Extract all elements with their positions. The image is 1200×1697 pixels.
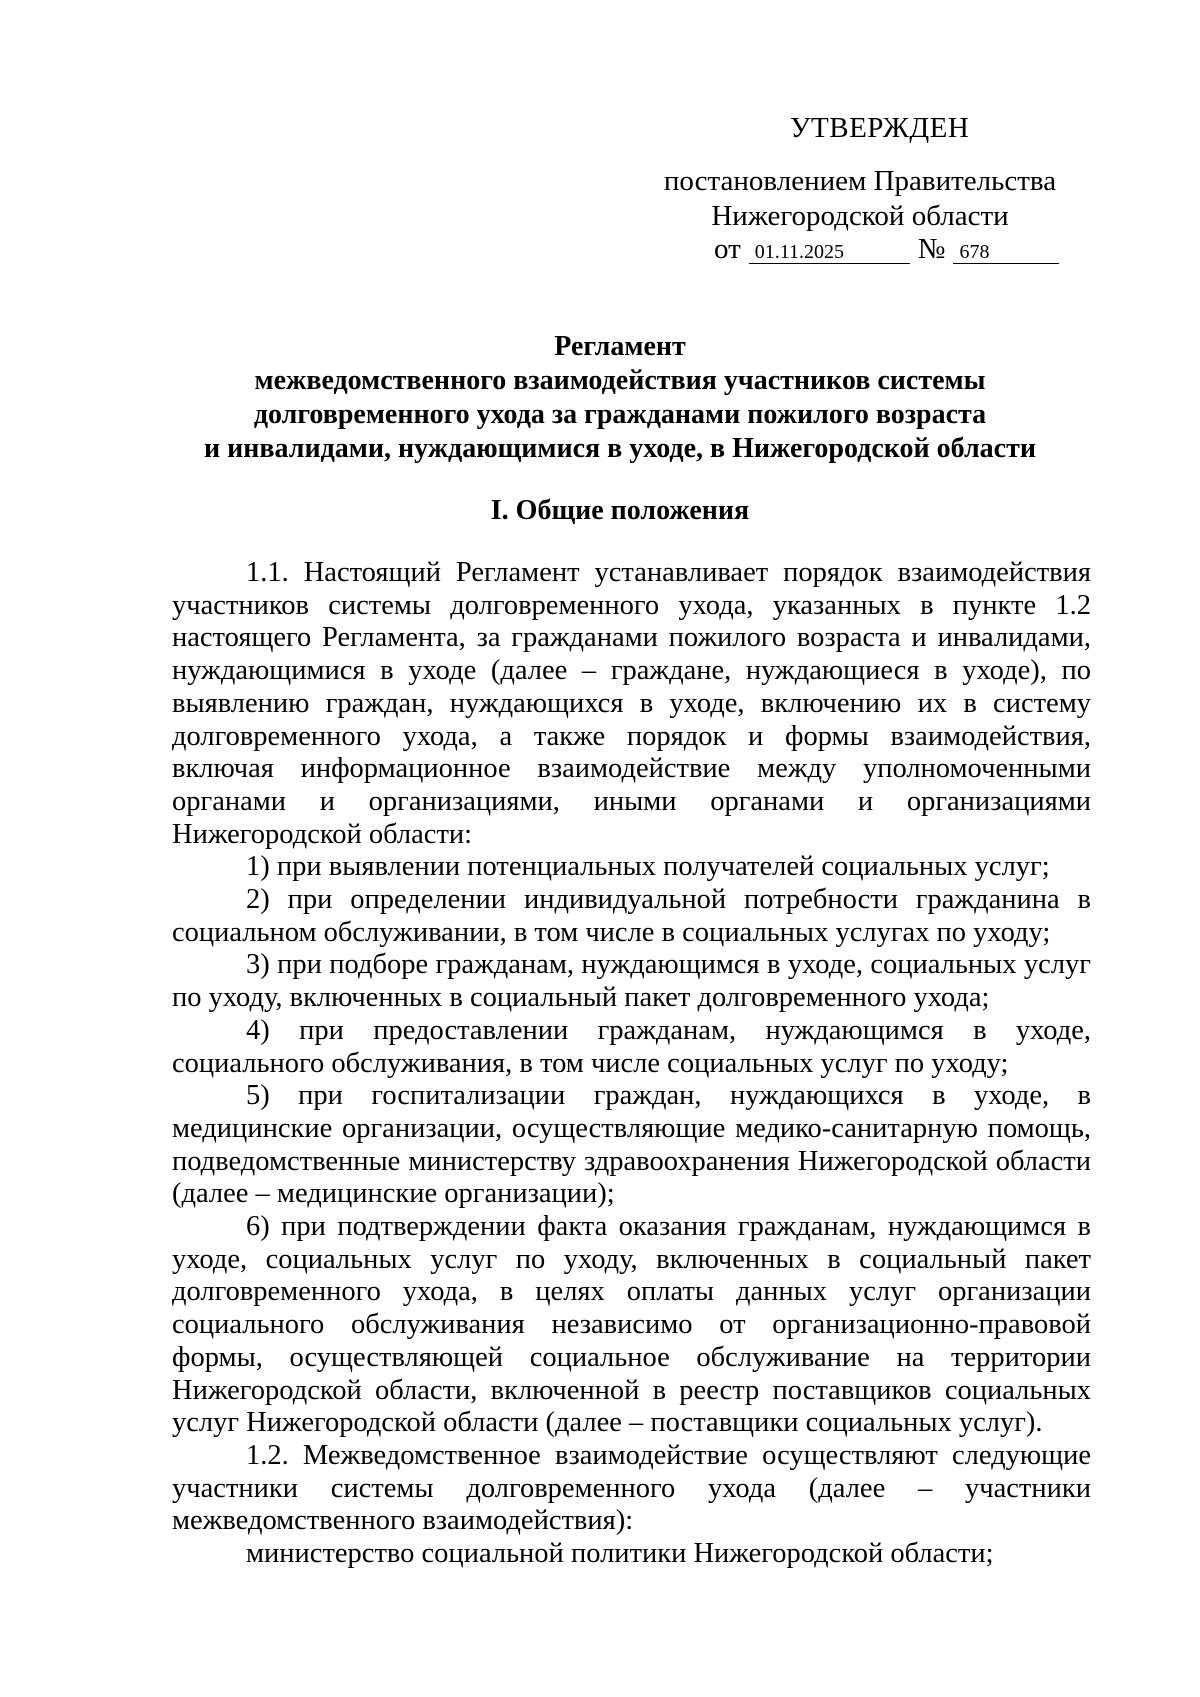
- document-title: Регламент: [554, 331, 686, 362]
- approval-number-field: 678: [953, 241, 1059, 264]
- list-item-2: 2) при определении индивидуальной потребности гражданина в социальном обслуживании, в том числе в социальных услугах по уходу;: [172, 884, 1091, 948]
- number-sign: №: [917, 233, 946, 265]
- approval-region-line: Нижегородской области: [711, 200, 1009, 232]
- paragraph-1-1: 1.1. Настоящий Регламент устанавливает порядок взаимодействия участников системы долговременного ухода, указанных в пункте 1.2 настоящего Регламента, за гражданами пожилого возраста и инвалидами, нуждающимися в уходе (далее – граждане, нуждающиеся в уходе), по выявлению граждан, нуждающихся в уходе, включению их в систему долговременного ухода, а также порядок и формы взаимодействия, включая информационное взаимодействие между уполномоченными органами и организациями, иными органами и организациями Нижегородской области:: [172, 557, 1091, 850]
- list-item-6: 6) при подтверждении факта оказания гражданам, нуждающимся в уходе, социальных услуг по уходу, включенных в социальный пакет долговременного ухода, в целях оплаты данных услуг организации социального обслуживания независимо от организационно-правовой формы, осуществляющей социальное обслуживание на территории Нижегородской области, включенной в реестр поставщиков социальных услуг Нижегородской области (далее – поставщики социальных услуг).: [172, 1211, 1091, 1439]
- list-item-4: 4) при предоставлении гражданам, нуждающимся в уходе, социального обслуживания, в том числе социальных услуг по уходу;: [172, 1014, 1091, 1079]
- date-prefix: от: [714, 233, 741, 265]
- approval-title: УТВЕРЖДЕН: [790, 112, 970, 144]
- approval-date-field: 01.11.2025: [749, 241, 910, 264]
- paragraph-1-2: 1.2. Межведомственное взаимодействие осуществляют следующие участники системы долговременного ухода (далее – участники межведомственного взаимодействия):: [172, 1439, 1091, 1537]
- approval-authority-line: постановлением Правительства: [663, 165, 1057, 197]
- approval-date-number-row: [714, 229, 1059, 269]
- section-heading: I. Общие положения: [490, 495, 750, 526]
- list-item-5: 5) при госпитализации граждан, нуждающихся в уходе, в медицинские организации, осуществляющие медико-санитарную помощь, подведомственные министерству здравоохранения Нижегородской области (далее – медицинские организации);: [172, 1080, 1091, 1210]
- document-title-line-3: долговременного ухода за гражданами пожилого возраста: [253, 399, 987, 430]
- document-title-line-2: межведомственного взаимодействия участников системы: [254, 365, 986, 396]
- list-item-1: 1) при выявлении потенциальных получателей социальных услуг;: [246, 851, 1050, 883]
- document-body: [172, 557, 1091, 1571]
- participant-item: министерство социальной политики Нижегородской области;: [246, 1538, 994, 1570]
- list-item-3: 3) при подборе гражданам, нуждающимся в уходе, социальных услуг по уходу, включенных в социальный пакет долговременного ухода;: [172, 949, 1091, 1014]
- document-title-line-4: и инвалидами, нуждающимися в уходе, в Нижегородской области: [204, 433, 1036, 464]
